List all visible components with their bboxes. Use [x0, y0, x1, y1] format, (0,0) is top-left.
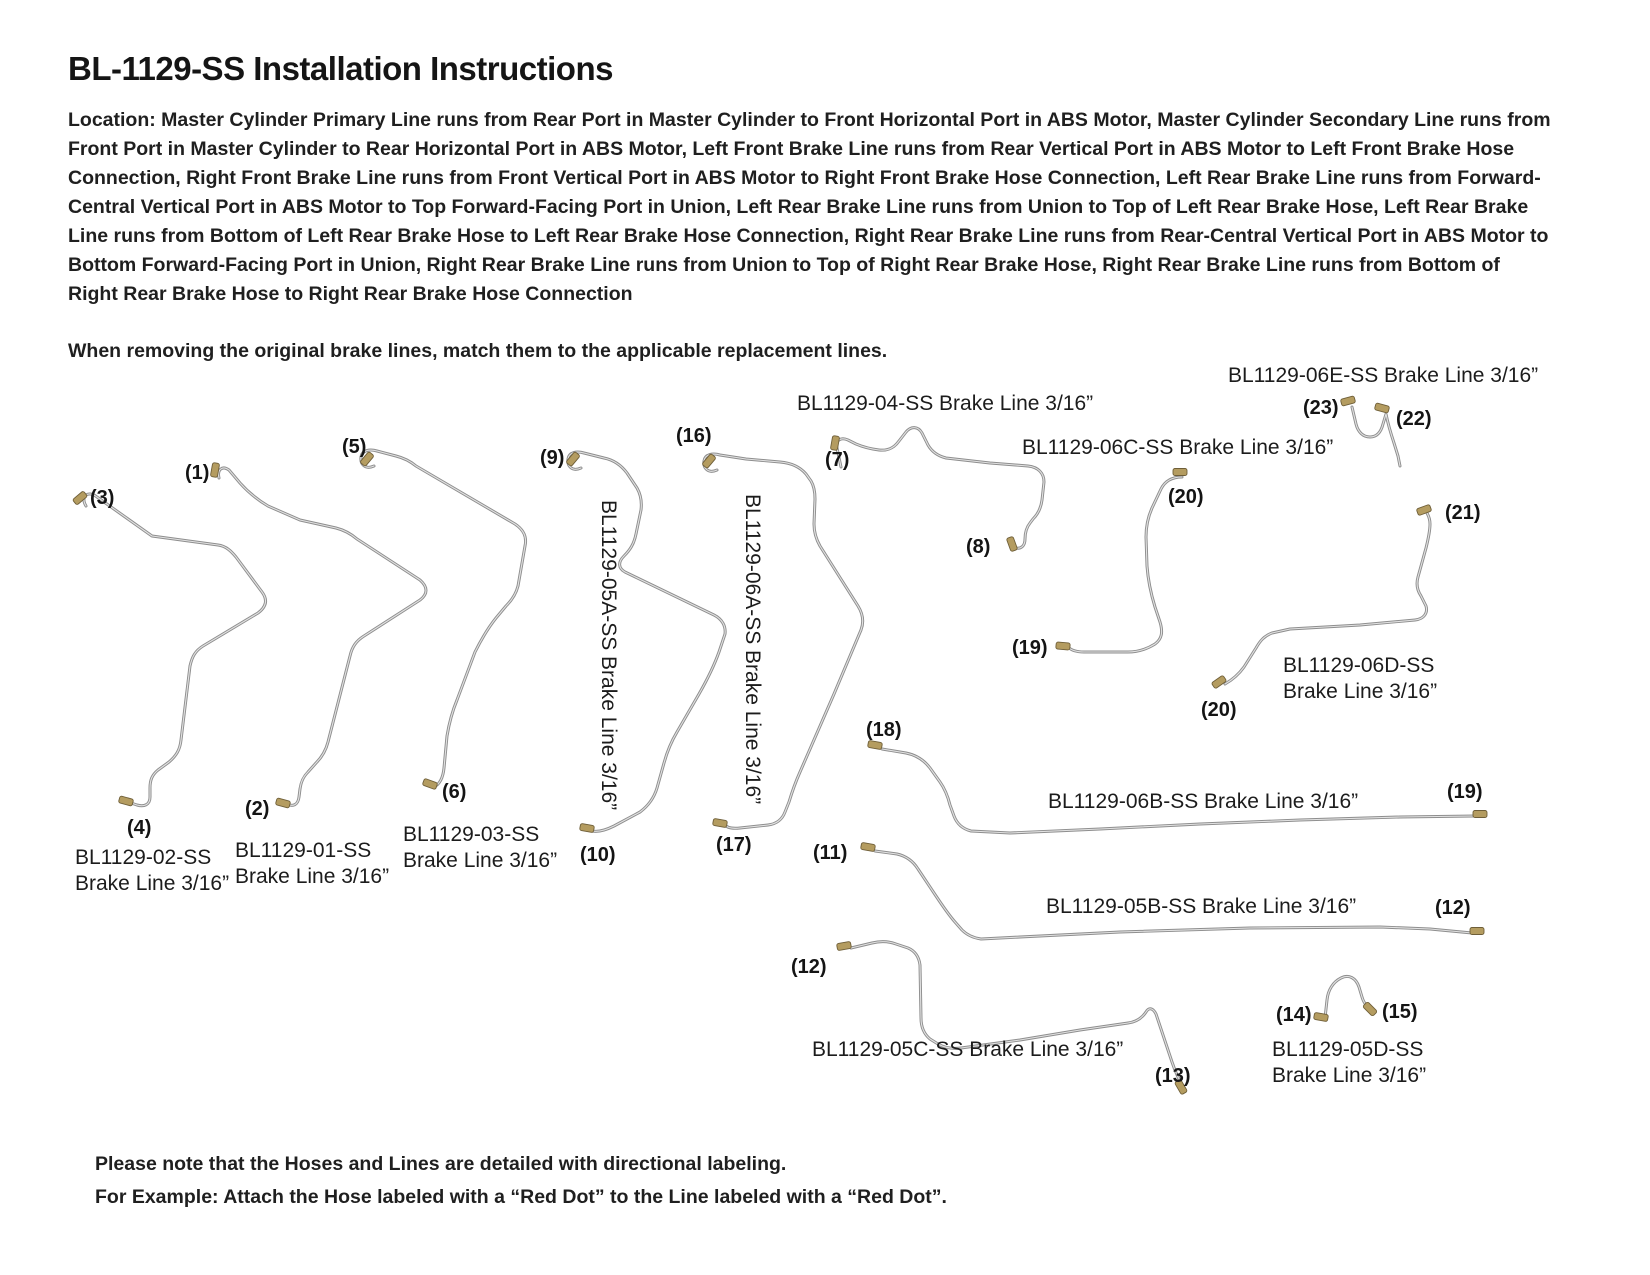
brake-line-06c: [1068, 477, 1182, 652]
tube-fitting: [566, 451, 580, 466]
part-label-bl1129-04-ss: [797, 391, 1093, 417]
callout-2: (2): [245, 798, 270, 820]
part-label-text: BL1129-06D-SS: [1283, 654, 1435, 677]
red-dot-example-note: For Example: Attach the Hose labeled with a “Red Dot” to the Line labeled with a “Red Dot”.: [95, 1186, 947, 1208]
brake-line-05a: [568, 452, 725, 831]
match-note: When removing the original brake lines, match them to the applicable replacement lines.: [68, 340, 888, 362]
part-label-text: BL1129-06C-SS Brake Line 3/16”: [1022, 436, 1334, 459]
tube-fitting: [579, 823, 594, 832]
part-label-bl1129-03-ss: [403, 822, 557, 874]
tube-fitting: [1056, 642, 1071, 650]
brake-line-05c: [851, 942, 1184, 1088]
tube-fitting: [422, 778, 438, 789]
callout-13: (13): [1155, 1065, 1191, 1087]
brake-line-02: [84, 494, 266, 806]
part-label-text: Brake Line 3/16”: [235, 865, 390, 888]
tube-fitting: [1416, 504, 1432, 515]
part-label-bl1129-06e-ss: [1228, 363, 1538, 389]
part-label-bl1129-05d-ss: [1272, 1037, 1426, 1089]
part-label-text: BL1129-02-SS: [75, 846, 212, 869]
tube-fitting: [860, 842, 875, 851]
tube-fitting: [712, 818, 727, 827]
location-paragraph: Location: Master Cylinder Primary Line runs from Rear Port in Master Cylinder to Front Horizontal Port in ABS Motor, Master Cylinder Secondary Line runs from Front Port in Master Cylinder to Rear Horizontal Port in ABS Motor, Left Front Brake Line runs from Rear Vertical Port in ABS Motor to Left Front Brake Hose Connection, Right Front Brake Line runs from Front Vertical Port in ABS Motor to Right Front Brake Hose Connection, Left Rear Brake Line runs from Forward-Central Vertical Port in ABS Motor to Top Forward-Facing Port in Union, Left Rear Brake Line runs from Union to Top of Left Rear Brake Hose, Left Rear Brake Line runs from Bottom of Left Rear Brake Hose to Left Rear Brake Hose Connection, Right Rear Brake Line runs from Rear-Central Vertical Port in ABS Motor to Bottom Forward-Facing Port in Union, Right Rear Brake Line runs from Union to Top of Right Rear Brake Hose, Right Rear Brake Line runs from Bottom of Right Rear Brake Hose to Right Rear Brake Hose Connection: [68, 109, 1551, 305]
callout-21: (21): [1445, 502, 1481, 524]
part-label-text: BL1129-05D-SS: [1272, 1038, 1424, 1061]
part-label-text: BL1129-06E-SS Brake Line 3/16”: [1228, 364, 1539, 387]
tube-fitting: [1006, 536, 1017, 552]
callout-18: (18): [866, 719, 902, 741]
callout-10: (10): [580, 844, 616, 866]
callout-7: (7): [825, 449, 850, 471]
part-label-bl1129-05c-ss: [812, 1037, 1123, 1063]
callout-16: (16): [676, 425, 712, 447]
callout-8: (8): [966, 536, 991, 558]
tube-fitting: [1340, 396, 1355, 406]
callout-20: (20): [1201, 699, 1237, 721]
part-label-bl1129-06a-ss: [740, 494, 764, 804]
part-label-text: BL1129-05C-SS Brake Line 3/16”: [812, 1038, 1124, 1061]
part-label-bl1129-02-ss: [75, 845, 229, 897]
tube-fitting: [1374, 403, 1389, 413]
part-label-text: BL1129-01-SS: [235, 839, 372, 862]
tube-fitting: [275, 798, 290, 808]
tube-fitting: [1363, 1002, 1378, 1017]
brake-line-06a: [704, 454, 863, 828]
part-label-text: Brake Line 3/16”: [75, 872, 230, 895]
part-label-bl1129-06c-ss: [1022, 435, 1333, 461]
callout-3: (3): [90, 487, 115, 509]
callout-22: (22): [1396, 408, 1432, 430]
callout-19: (19): [1447, 781, 1483, 803]
callout-23: (23): [1303, 397, 1339, 419]
tube-fitting: [118, 796, 133, 806]
tube-fitting: [836, 941, 851, 950]
part-label-text: Brake Line 3/16”: [1283, 680, 1438, 703]
brake-line-01: [219, 468, 426, 805]
part-label-text: BL1129-06B-SS Brake Line 3/16”: [1048, 790, 1359, 813]
callout-19: (19): [1012, 637, 1048, 659]
callout-15: (15): [1382, 1001, 1418, 1023]
brake-line-03: [361, 450, 526, 787]
callout-20: (20): [1168, 486, 1204, 508]
tube-fitting: [1470, 928, 1484, 935]
part-label-bl1129-05b-ss: [1046, 894, 1356, 920]
tube-fitting: [1211, 675, 1226, 689]
part-label-text: BL1129-03-SS: [403, 823, 540, 846]
part-label-bl1129-01-ss: [235, 838, 389, 890]
part-label-bl1129-05a-ss: [596, 500, 620, 810]
brake-line-04: [837, 428, 1044, 549]
brake-line-05d: [1325, 976, 1374, 1018]
part-label-bl1129-06b-ss: [1048, 789, 1358, 815]
brake-line-06e: [1352, 407, 1400, 466]
callout-12: (12): [791, 956, 827, 978]
page-title: BL-1129-SS Installation Instructions: [68, 50, 613, 87]
callout-17: (17): [716, 834, 752, 856]
part-label-text: Brake Line 3/16”: [1272, 1064, 1427, 1087]
callout-4: (4): [127, 817, 152, 839]
part-label-text: BL1129-04-SS Brake Line 3/16”: [797, 392, 1094, 415]
callout-11: (11): [813, 842, 848, 864]
part-label-text: Brake Line 3/16”: [403, 849, 558, 872]
tube-fitting: [1173, 469, 1187, 476]
callout-6: (6): [442, 781, 467, 803]
footer-notes: [95, 1148, 947, 1214]
part-label-text: BL1129-05B-SS Brake Line 3/16”: [1046, 895, 1357, 918]
callout-1: (1): [185, 462, 210, 484]
callout-9: (9): [540, 447, 565, 469]
tube-fitting: [702, 453, 716, 468]
callout-12: (12): [1435, 897, 1471, 919]
tube-fitting: [1473, 811, 1487, 818]
part-label-text: BL1129-05A-SS Brake Line 3/16”: [597, 500, 620, 811]
part-label-text: BL1129-06A-SS Brake Line 3/16”: [741, 494, 764, 805]
directional-labeling-note: Please note that the Hoses and Lines are detailed with directional labeling.: [95, 1153, 787, 1175]
callout-14: (14): [1276, 1004, 1312, 1026]
callout-5: (5): [342, 436, 367, 458]
part-label-bl1129-06d-ss: [1283, 653, 1437, 705]
